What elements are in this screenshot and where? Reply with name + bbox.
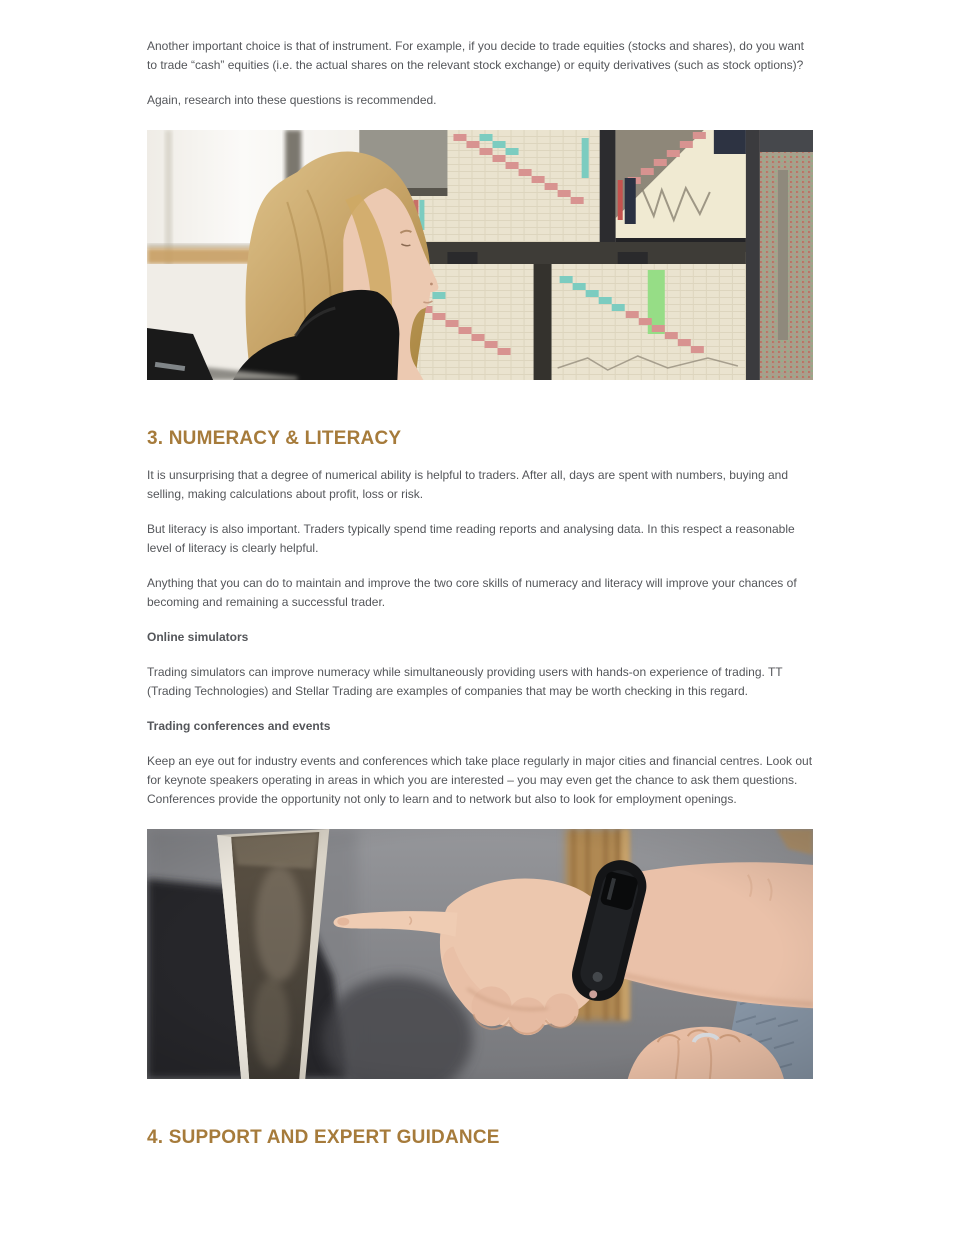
trading-floor-illustration [147,130,813,380]
s3-paragraph-3: Anything that you can do to maintain and improve the two core skills of numeracy and literacy will improve your chances of becoming and remaining a successful trader. [147,576,797,609]
intro-paragraph-2: Again, research into these questions is recommended. [147,93,437,107]
wrist-tracker-photo [147,829,813,1079]
trading-floor-photo [147,130,813,380]
s3-paragraph-2: But literacy is also important. Traders typically spend time reading reports and analysing data. In this respect a reasonable level of literacy is clearly helpful. [147,522,795,555]
wrist-tracker-illustration [147,829,813,1079]
s3-paragraph-1: It is unsurprising that a degree of numerical ability is helpful to traders. After all, days are spent with numbers, buying and selling, making calculations about profit, loss or risk. [147,468,789,501]
section-4-heading: 4. SUPPORT AND EXPERT GUIDANCE [147,1127,500,1148]
s3-paragraph-4: Trading simulators can improve numeracy while simultaneously providing users with hands-on experience of trading. TT (Trading Technologies) and Stellar Trading are examples of companies that may be worth checking in this regard. [147,665,783,698]
section-3-heading: 3. NUMERACY & LITERACY [147,428,402,449]
s3-paragraph-5: Keep an eye out for industry events and conferences which take place regularly in major cities and financial centres. Look out for keynote speakers operating in areas in which you are interested – you may even get the chance to ask them questions. Conferences provide the opportunity not only to learn and to network but also to look for employment openings. [147,754,813,806]
trading-conferences-subheading: Trading conferences and events [147,719,331,733]
intro-paragraph-1: Another important choice is that of instrument. For example, if you decide to trade equities (stocks and shares), do you want to trade “cash” equities (i.e. the actual shares on the relevant stock exchange) or equity derivatives (such as stock options)? [147,39,804,72]
article-content [147,0,813,1151]
online-simulators-subheading: Online simulators [147,630,249,644]
